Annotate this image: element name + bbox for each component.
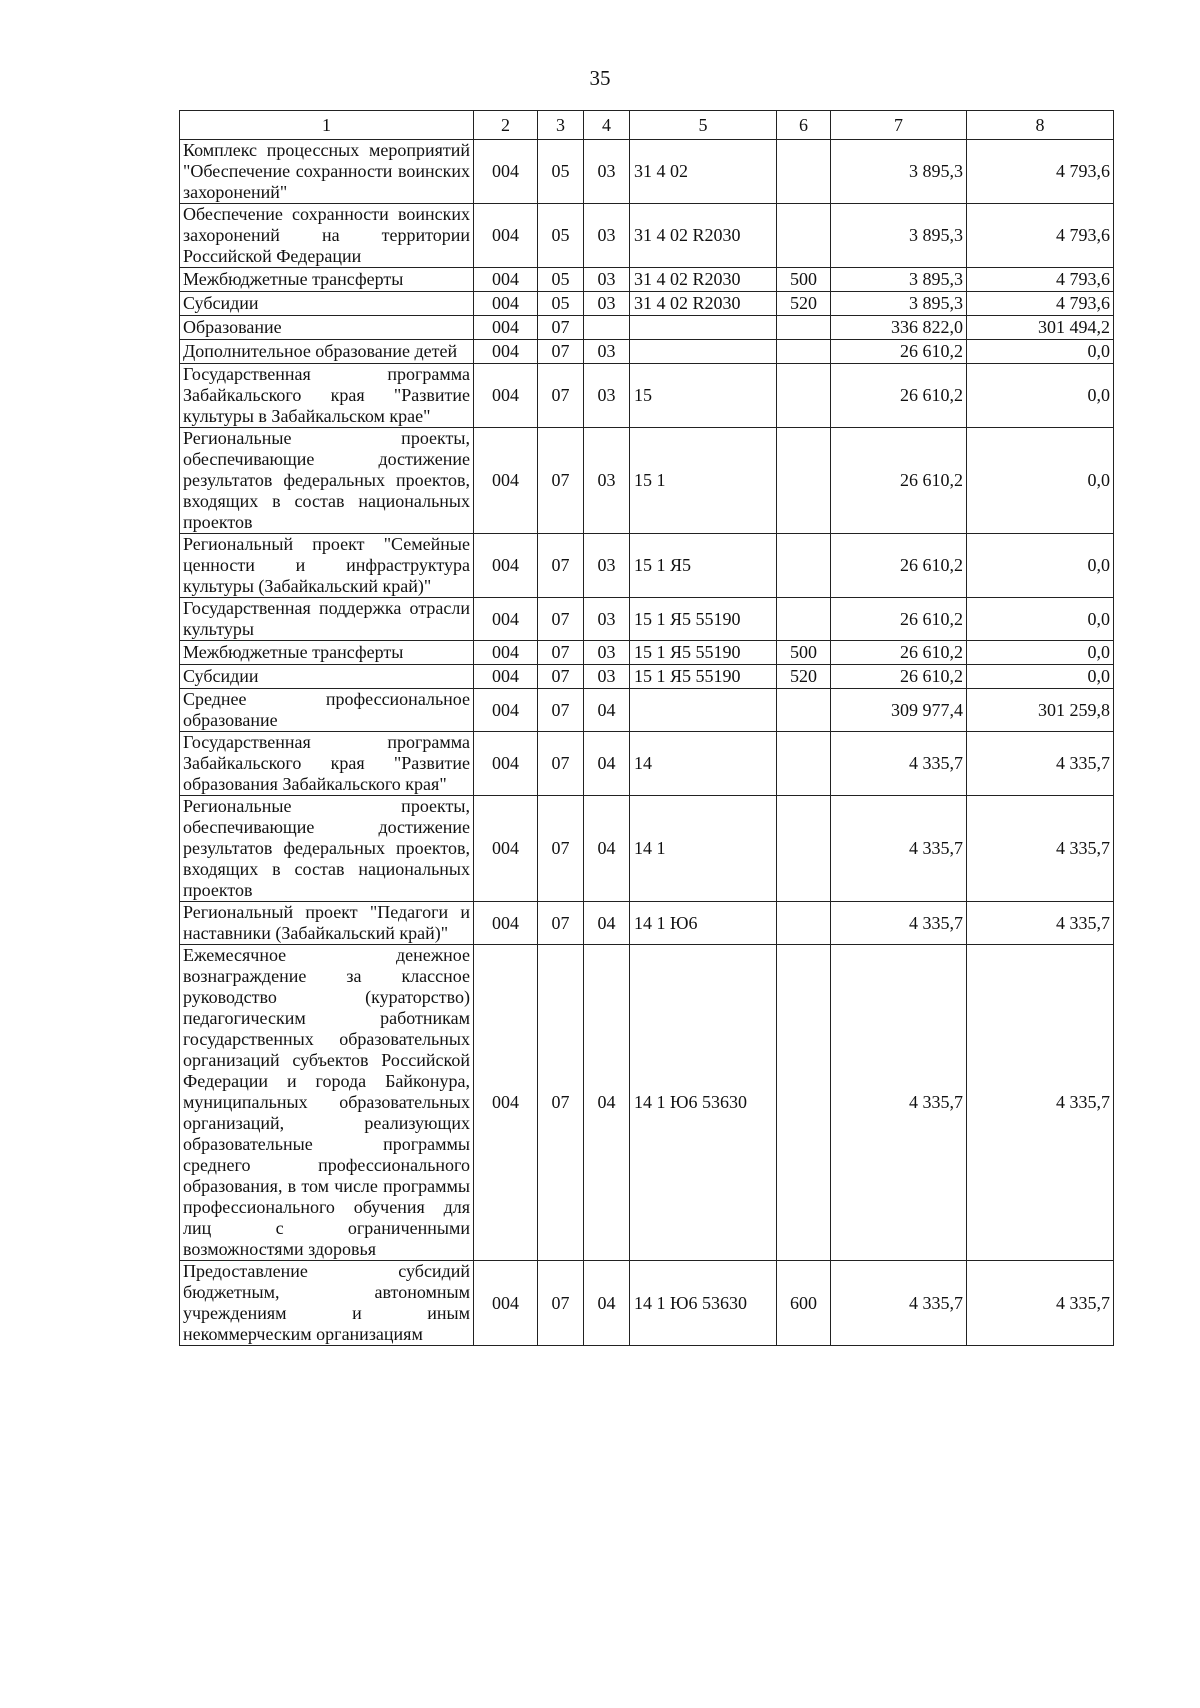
code-admin: 004 <box>474 902 538 945</box>
amount-col-8: 4 335,7 <box>967 1261 1114 1346</box>
amount-col-7: 336 822,0 <box>831 316 967 340</box>
code-section: 05 <box>538 268 584 292</box>
code-section: 07 <box>538 428 584 534</box>
code-target: 15 1 Я5 55190 <box>630 641 777 665</box>
amount-col-8: 4 793,6 <box>967 204 1114 268</box>
header-cell-6: 6 <box>777 111 831 140</box>
code-admin: 004 <box>474 364 538 428</box>
row-name: Дополнительное образование детей <box>180 340 474 364</box>
code-section: 07 <box>538 598 584 641</box>
table-row <box>180 340 1114 364</box>
code-expense-type <box>777 689 831 732</box>
code-expense-type <box>777 796 831 902</box>
table-row <box>180 428 1114 534</box>
amount-col-8: 0,0 <box>967 641 1114 665</box>
row-name: Региональный проект "Педагоги и наставники (Забайкальский край)" <box>180 902 474 945</box>
row-name: Государственная программа Забайкальского края "Развитие образования Забайкальского края" <box>180 732 474 796</box>
code-expense-type <box>777 428 831 534</box>
table-row <box>180 364 1114 428</box>
amount-col-8: 4 335,7 <box>967 902 1114 945</box>
amount-col-8: 4 335,7 <box>967 732 1114 796</box>
code-target: 14 1 Ю6 53630 <box>630 945 777 1261</box>
row-name: Ежемесячное денежное вознаграждение за классное руководство (кураторство) педагогическим работникам государственных образовательных организаций субъектов Российской Федерации и города Байконура, муниципальных образовательных организаций, реализующих образовательные программы среднего профессионального образования, в том числе программы профессионального обучения для лиц с ограниченными возможностями здоровья <box>180 945 474 1261</box>
table-row <box>180 945 1114 1261</box>
code-section: 07 <box>538 732 584 796</box>
row-name: Региональный проект "Семейные ценности и инфраструктура культуры (Забайкальский край)" <box>180 534 474 598</box>
amount-col-7: 26 610,2 <box>831 641 967 665</box>
amount-col-7: 26 610,2 <box>831 428 967 534</box>
code-target <box>630 340 777 364</box>
code-target: 15 1 Я5 55190 <box>630 598 777 641</box>
row-name: Субсидии <box>180 665 474 689</box>
header-cell-1: 1 <box>180 111 474 140</box>
code-subsection: 03 <box>584 340 630 364</box>
code-section: 05 <box>538 140 584 204</box>
amount-col-8: 4 335,7 <box>967 796 1114 902</box>
code-expense-type: 520 <box>777 292 831 316</box>
code-section: 07 <box>538 1261 584 1346</box>
code-expense-type <box>777 598 831 641</box>
code-admin: 004 <box>474 534 538 598</box>
amount-col-8: 4 793,6 <box>967 140 1114 204</box>
row-name: Образование <box>180 316 474 340</box>
amount-col-7: 26 610,2 <box>831 534 967 598</box>
amount-col-7: 4 335,7 <box>831 732 967 796</box>
code-expense-type <box>777 364 831 428</box>
code-section: 05 <box>538 292 584 316</box>
amount-col-8: 0,0 <box>967 364 1114 428</box>
code-subsection: 03 <box>584 364 630 428</box>
amount-col-8: 0,0 <box>967 598 1114 641</box>
code-subsection: 04 <box>584 902 630 945</box>
code-subsection: 03 <box>584 641 630 665</box>
code-admin: 004 <box>474 428 538 534</box>
code-target: 14 1 Ю6 <box>630 902 777 945</box>
header-cell-7: 7 <box>831 111 967 140</box>
table-row <box>180 140 1114 204</box>
table-row <box>180 665 1114 689</box>
table-row <box>180 316 1114 340</box>
code-target: 31 4 02 <box>630 140 777 204</box>
code-admin: 004 <box>474 732 538 796</box>
row-name: Государственная поддержка отрасли культуры <box>180 598 474 641</box>
amount-col-8: 0,0 <box>967 428 1114 534</box>
code-target: 31 4 02 R2030 <box>630 268 777 292</box>
code-section: 07 <box>538 689 584 732</box>
code-admin: 004 <box>474 292 538 316</box>
header-cell-4: 4 <box>584 111 630 140</box>
code-subsection: 03 <box>584 598 630 641</box>
row-name: Обеспечение сохранности воинских захоронений на территории Российской Федерации <box>180 204 474 268</box>
code-expense-type <box>777 534 831 598</box>
code-target: 15 1 <box>630 428 777 534</box>
row-name: Региональные проекты, обеспечивающие достижение результатов федеральных проектов, входящих в состав национальных проектов <box>180 428 474 534</box>
code-section: 07 <box>538 340 584 364</box>
code-admin: 004 <box>474 340 538 364</box>
code-target: 14 <box>630 732 777 796</box>
row-name: Комплекс процессных мероприятий "Обеспечение сохранности воинских захоронений" <box>180 140 474 204</box>
header-cell-5: 5 <box>630 111 777 140</box>
code-section: 07 <box>538 364 584 428</box>
code-admin: 004 <box>474 665 538 689</box>
amount-col-7: 4 335,7 <box>831 796 967 902</box>
code-target: 14 1 Ю6 53630 <box>630 1261 777 1346</box>
table-row <box>180 902 1114 945</box>
row-name: Государственная программа Забайкальского края "Развитие культуры в Забайкальском крае" <box>180 364 474 428</box>
table-row <box>180 1261 1114 1346</box>
code-admin: 004 <box>474 945 538 1261</box>
code-section: 07 <box>538 902 584 945</box>
row-name: Среднее профессиональное образование <box>180 689 474 732</box>
row-name: Межбюджетные трансферты <box>180 641 474 665</box>
code-admin: 004 <box>474 1261 538 1346</box>
table-row <box>180 534 1114 598</box>
amount-col-7: 26 610,2 <box>831 340 967 364</box>
amount-col-7: 4 335,7 <box>831 945 967 1261</box>
code-expense-type: 500 <box>777 641 831 665</box>
code-target: 15 <box>630 364 777 428</box>
code-target: 31 4 02 R2030 <box>630 292 777 316</box>
code-section: 07 <box>538 796 584 902</box>
code-section: 07 <box>538 534 584 598</box>
code-section: 07 <box>538 665 584 689</box>
code-admin: 004 <box>474 641 538 665</box>
code-subsection: 03 <box>584 428 630 534</box>
page-number: 35 <box>589 66 611 90</box>
table-row <box>180 292 1114 316</box>
code-target: 14 1 <box>630 796 777 902</box>
code-subsection: 03 <box>584 665 630 689</box>
amount-col-7: 309 977,4 <box>831 689 967 732</box>
table-row <box>180 641 1114 665</box>
row-name: Предоставление субсидий бюджетным, автономным учреждениям и иным некоммерческим организациям <box>180 1261 474 1346</box>
code-subsection: 03 <box>584 140 630 204</box>
amount-col-8: 4 335,7 <box>967 945 1114 1261</box>
code-admin: 004 <box>474 140 538 204</box>
code-expense-type <box>777 732 831 796</box>
code-subsection: 04 <box>584 945 630 1261</box>
amount-col-7: 26 610,2 <box>831 598 967 641</box>
code-target: 15 1 Я5 <box>630 534 777 598</box>
code-target: 15 1 Я5 55190 <box>630 665 777 689</box>
header-cell-8: 8 <box>967 111 1114 140</box>
code-subsection: 03 <box>584 534 630 598</box>
code-target <box>630 316 777 340</box>
amount-col-8: 4 793,6 <box>967 268 1114 292</box>
code-subsection: 04 <box>584 732 630 796</box>
amount-col-8: 0,0 <box>967 534 1114 598</box>
budget-table <box>179 110 1114 1346</box>
amount-col-7: 26 610,2 <box>831 364 967 428</box>
code-expense-type <box>777 316 831 340</box>
code-target <box>630 689 777 732</box>
code-subsection: 03 <box>584 204 630 268</box>
code-expense-type <box>777 340 831 364</box>
code-expense-type <box>777 945 831 1261</box>
table-row <box>180 204 1114 268</box>
code-admin: 004 <box>474 689 538 732</box>
amount-col-7: 4 335,7 <box>831 902 967 945</box>
amount-col-7: 3 895,3 <box>831 268 967 292</box>
table-row <box>180 598 1114 641</box>
code-subsection: 03 <box>584 292 630 316</box>
row-name: Региональные проекты, обеспечивающие достижение результатов федеральных проектов, входящих в состав национальных проектов <box>180 796 474 902</box>
amount-col-8: 0,0 <box>967 340 1114 364</box>
amount-col-8: 301 259,8 <box>967 689 1114 732</box>
table-row <box>180 732 1114 796</box>
header-cell-2: 2 <box>474 111 538 140</box>
code-subsection: 04 <box>584 796 630 902</box>
code-target: 31 4 02 R2030 <box>630 204 777 268</box>
code-expense-type <box>777 204 831 268</box>
table-row <box>180 796 1114 902</box>
table-row <box>180 268 1114 292</box>
amount-col-7: 4 335,7 <box>831 1261 967 1346</box>
table-row <box>180 689 1114 732</box>
code-section: 07 <box>538 641 584 665</box>
code-admin: 004 <box>474 598 538 641</box>
code-subsection: 04 <box>584 1261 630 1346</box>
row-name: Межбюджетные трансферты <box>180 268 474 292</box>
code-subsection: 03 <box>584 268 630 292</box>
code-expense-type: 500 <box>777 268 831 292</box>
code-subsection <box>584 316 630 340</box>
amount-col-7: 26 610,2 <box>831 665 967 689</box>
code-expense-type <box>777 140 831 204</box>
code-admin: 004 <box>474 268 538 292</box>
amount-col-8: 0,0 <box>967 665 1114 689</box>
code-section: 05 <box>538 204 584 268</box>
row-name: Субсидии <box>180 292 474 316</box>
code-expense-type <box>777 902 831 945</box>
amount-col-7: 3 895,3 <box>831 204 967 268</box>
code-admin: 004 <box>474 796 538 902</box>
code-admin: 004 <box>474 316 538 340</box>
code-section: 07 <box>538 316 584 340</box>
amount-col-7: 3 895,3 <box>831 140 967 204</box>
code-admin: 004 <box>474 204 538 268</box>
amount-col-7: 3 895,3 <box>831 292 967 316</box>
amount-col-8: 301 494,2 <box>967 316 1114 340</box>
code-subsection: 04 <box>584 689 630 732</box>
code-expense-type: 600 <box>777 1261 831 1346</box>
code-section: 07 <box>538 945 584 1261</box>
header-row <box>180 111 1114 140</box>
code-expense-type: 520 <box>777 665 831 689</box>
amount-col-8: 4 793,6 <box>967 292 1114 316</box>
header-cell-3: 3 <box>538 111 584 140</box>
